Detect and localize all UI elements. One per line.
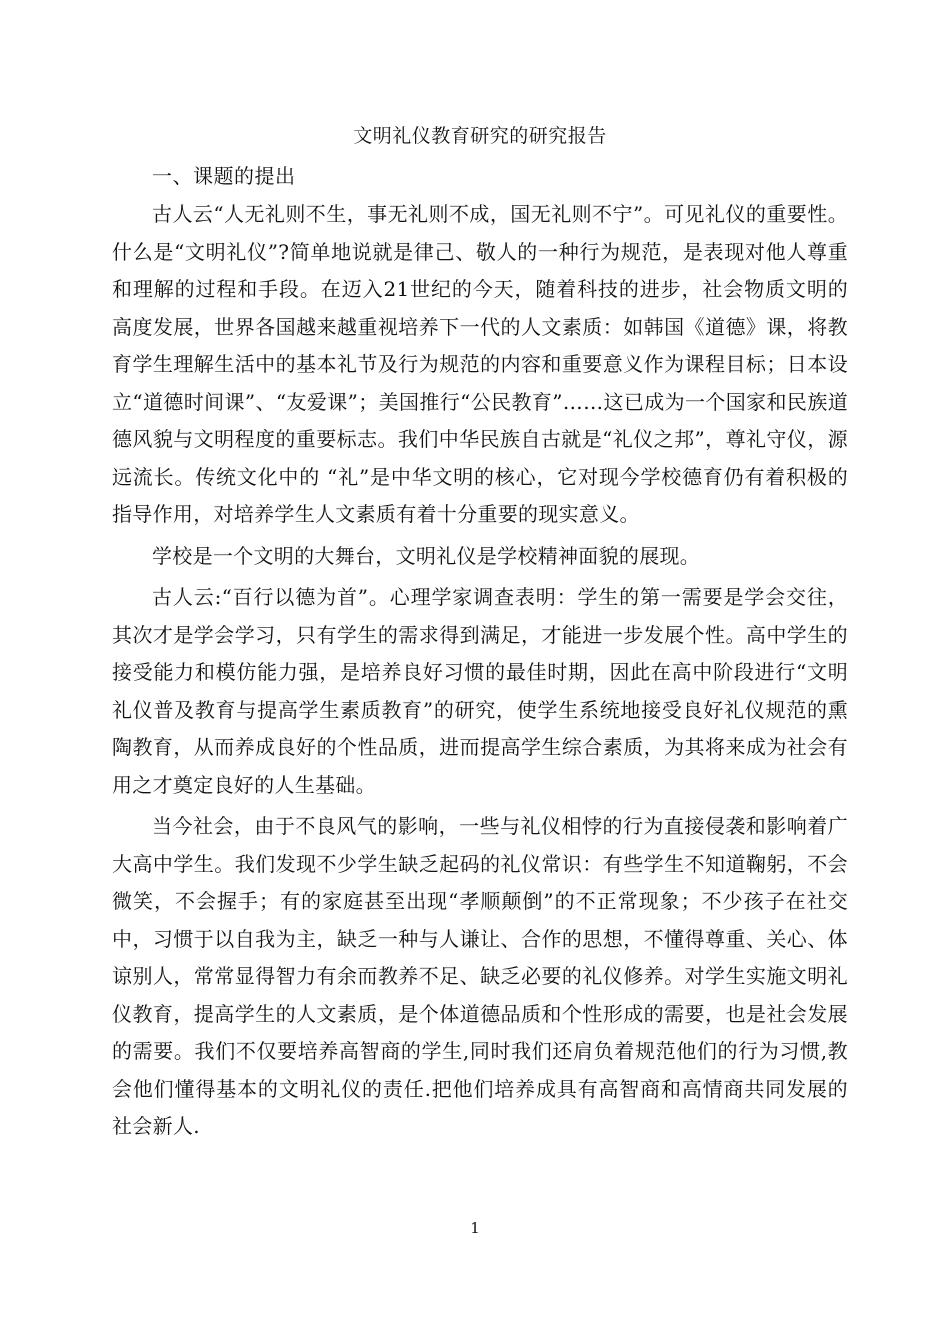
document-title: 文明礼仪教育研究的研究报告 [353, 125, 607, 147]
document-body [112, 118, 848, 1146]
paragraph-2: 学校是一个文明的大舞台，文明礼仪是学校精神面貌的展现。 [152, 543, 701, 568]
paragraph-3: 古人云:“百行以德为首”。心理学家调查表明：学生的第一需要是学会交往，其次才是学会学习，只有学生的需求得到满足，才能进一步发展个性。高中学生的接受能力和模仿能力强，是培养良好习惯的最佳时期，因此在高中阶段进行“文明礼仪普及教育与提高学生素质教育”的研究，使学生系统地接受良好礼仪规范的熏陶教育，从而养成良好的个性品质，进而提高学生综合素质，为其将来成为社会有用之才奠定良好的人生基础。 [112, 585, 848, 797]
paragraph-4: 当今社会，由于不良风气的影响，一些与礼仪相悖的行为直接侵袭和影响着广大高中学生。我们发现不少学生缺乏起码的礼仪常识：有些学生不知道鞠躬，不会微笑，不会握手；有的家庭甚至出现“孝顺颠倒”的不正常现象；不少孩子在社交中，习惯于以自我为主，缺乏一种与人谦让、合作的思想，不懂得尊重、关心、体谅别人，常常显得智力有余而教养不足、缺乏必要的礼仪修养。对学生实施文明礼仪教育，提高学生的人文素质，是个体道德品质和个性形成的需要，也是社会发展的需要。我们不仅要培养高智商的学生,同时我们还肩负着规范他们的行为习惯,教会他们懂得基本的文明礼仪的责任.把他们培养成具有高智商和高情商共同发展的社会新人. [112, 814, 848, 1138]
section-heading: 一、课题的提出 [152, 164, 296, 188]
paragraph-1: 古人云“人无礼则不生，事无礼则不成，国无礼则不宁”。可见礼仪的重要性。什么是“文明礼仪”?简单地说就是律己、敬人的一种行为规范，是表现对他人尊重和理解的过程和手段。在迈入21世纪的今天，随着科技的进步，社会物质文明的高度发展，世界各国越来越重视培养下一代的人文素质：如韩国《道德》课，将教育学生理解生活中的基本礼节及行为规范的内容和重要意义作为课程目标；日本设立“道德时间课”、“友爱课”；美国推行“公民教育”……这已成为一个国家和民族道德风貌与文明程度的重要标志。我们中华民族自古就是“礼仪之邦”，尊礼守仪，源远流长。传统文化中的 “礼”是中华文明的核心，它对现今学校德育仍有着积极的指导作用，对培养学生人文素质有着十分重要的现实意义。 [112, 202, 848, 526]
page-number: 1 [470, 1219, 480, 1237]
